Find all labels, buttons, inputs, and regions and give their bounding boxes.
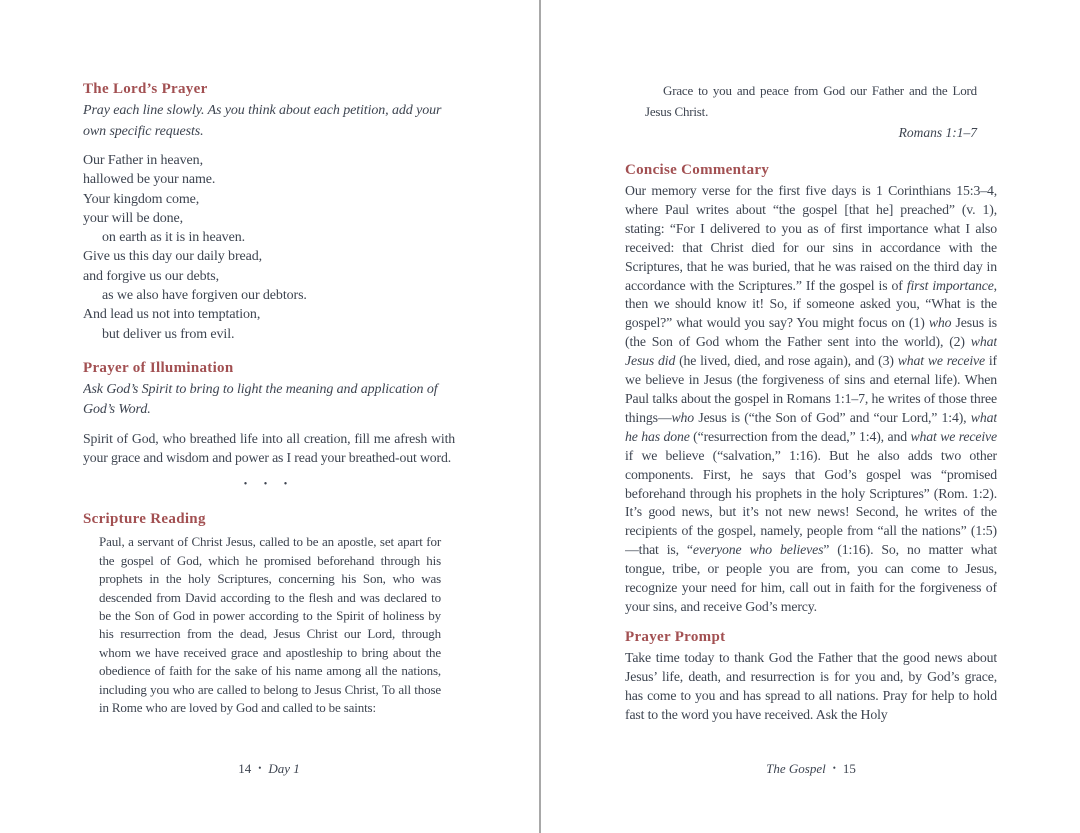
footer-separator-dot: • xyxy=(258,763,262,773)
prayer-line: but deliver us from evil. xyxy=(102,326,235,342)
page-right xyxy=(625,0,997,833)
prayer-line: on earth as it is in heaven. xyxy=(102,230,245,246)
scripture-attribution: Romans 1:1–7 xyxy=(898,125,977,140)
scripture-quote-continuation: Grace to you and peace from God our Father and the Lord Jesus Christ. xyxy=(645,83,977,119)
prayer-prompt-text: Take time today to thank God the Father that the good news about Jesus’ life, death, and resurrection is for you and, by God’s grace, has come to you and has spread to all nations. Pray for help to hold fast to the word you have received. Ask the Holy xyxy=(625,649,997,723)
prayer-line: Our Father in heaven, xyxy=(83,153,203,168)
section-separator-dots: • • • xyxy=(243,479,295,491)
page-number: 14 xyxy=(238,761,252,776)
prayer-line: your will be done, xyxy=(83,210,184,226)
lords-prayer-instruction: Pray each line slowly. As you think about each petition, add your own specific requests. xyxy=(83,103,442,139)
prayer-line: And lead us not into temptation, xyxy=(83,307,261,323)
lords-prayer-text xyxy=(83,151,455,344)
section-heading-lords-prayer: The Lord’s Prayer xyxy=(83,81,208,97)
section-heading-scripture-reading: Scripture Reading xyxy=(83,511,206,528)
commentary-text: Our memory verse for the first five days is 1 Corinthians 15:3–4, where Paul writes about “the gospel [that he] preached” (v. 1), stating: “For I delivered to you as of first importance what I also received: that Christ died for our sins in accordance with the Scriptures, that he was buried, that he was raised on the third day in accordance with the Scriptures.” If the gospel is of first importance, then we should know it! So, if someone asked you, “What is the gospel?” what would you say? You might focus on (1) who Jesus is (the Son of God whom the Father sent into the world), (2) what Jesus did (he lived, died, and rose again), and (3) what we receive if we believe in Jesus (the forgiveness of sins and eternal life). When Paul talks about the gospel in Romans 1:1–7, he writes of those three things—who Jesus is (“the Son of God” and “our Lord,” 1:4), what he has done (“resurrection from the dead,” 1:4), and what we receive if we believe (“salvation,” 1:16). But he also adds two other components. First, he says that God’s gospel was “promised beforehand through his prophets in the holy Scriptures” (Rom. 1:2). It’s good news, but it’s not new news! Second, he writes of the recipients of the gospel, namely, people from “all the nations” (1:5)—that is, “everyone who believes” (1:16). So, no matter what tongue, tribe, or people you are from, you can come to Jesus, recognize your need for him, call out in faith for the forgiveness of your sins, and receive God’s mercy. xyxy=(625,183,997,614)
scripture-quote-block: Paul, a servant of Christ Jesus, called to be an apostle, set apart for the gospel of God, which he promised beforehand through his prophets in the holy Scriptures, concerning his Son, who was descended from David according to the flesh and was declared to be the Son of God in power according to the Spirit of holiness by his resurrection from the dead, Jesus Christ our Lord, through whom we have received grace and apostleship to bring about the obedience of faith for the sake of his name among all the nations, including you who are called to belong to Jesus Christ, To all those in Rome who are loved by God and called to be saints: xyxy=(99,534,441,716)
section-heading-prayer-of-illumination: Prayer of Illumination xyxy=(83,359,234,376)
prayer-line: hallowed be your name. xyxy=(83,172,216,188)
prayer-line: Give us this day our daily bread, xyxy=(83,249,263,265)
page-footer-left xyxy=(83,761,455,777)
section-heading-prayer-prompt: Prayer Prompt xyxy=(625,628,726,645)
footer-separator-dot: • xyxy=(832,763,836,773)
page-footer-right xyxy=(625,761,997,777)
page-gutter-divider xyxy=(539,0,541,833)
illumination-instruction: Ask God’s Spirit to bring to light the meaning and application of God’s Word. xyxy=(83,381,438,418)
prayer-line: and forgive us our debts, xyxy=(83,268,220,284)
prayer-line: as we also have forgiven our debtors. xyxy=(102,288,307,304)
page-left xyxy=(83,0,455,833)
prayer-line: Your kingdom come, xyxy=(83,191,200,207)
illumination-prayer-text: Spirit of God, who breathed life into all creation, fill me afresh with your grace and wisdom and power as I read your breathed-out word. xyxy=(83,430,455,466)
footer-section-label: Day 1 xyxy=(268,761,300,776)
page-number: 15 xyxy=(842,761,856,776)
section-heading-concise-commentary: Concise Commentary xyxy=(625,162,770,178)
footer-section-label: The Gospel xyxy=(766,761,826,776)
